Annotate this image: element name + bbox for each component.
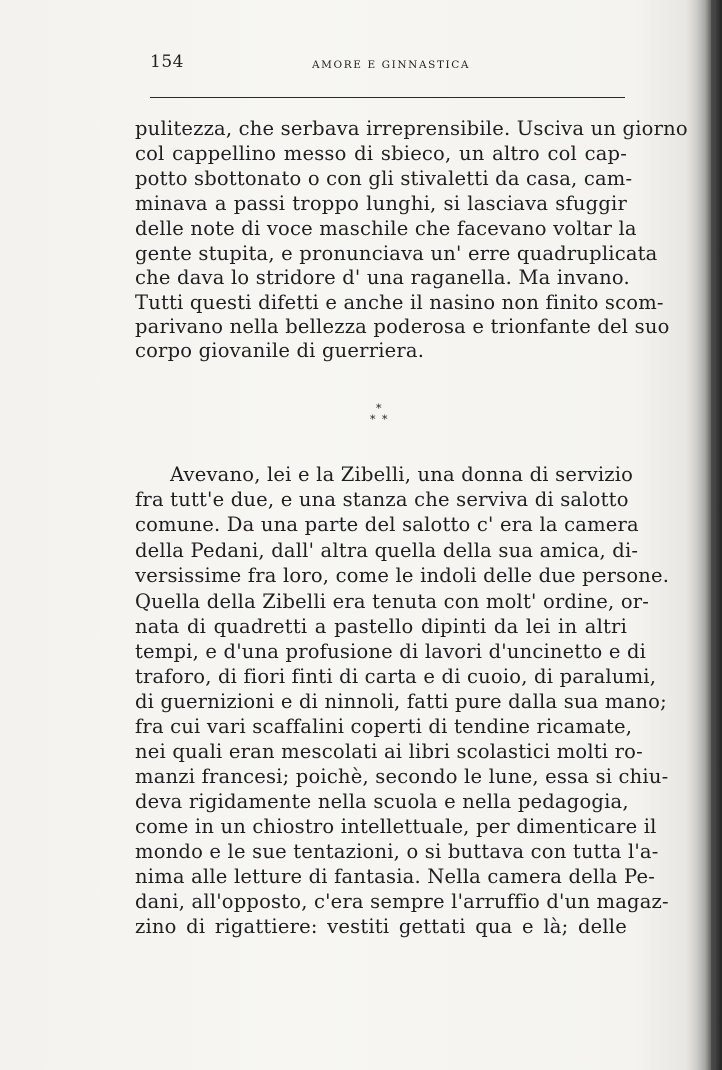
text-line: versissime fra loro, come le indoli delle due persone. xyxy=(135,564,670,587)
text-line: nata di quadretti a pastello dipinti da lei in altri xyxy=(135,615,627,638)
running-title: AMORE E GINNASTICA xyxy=(312,59,471,71)
text-line: deva rigidamente nella scuola e nella pedagogia, xyxy=(135,790,629,813)
text-line: tempi, e d'una profusione di lavori d'uncinetto e di xyxy=(135,640,647,663)
text-line: che dava lo stridore d' una raganella. Ma invano. xyxy=(135,266,630,289)
text-line: minava a passi troppo lunghi, si lasciava sfuggir xyxy=(135,192,627,215)
text-line: delle note di voce maschile che facevano voltar la xyxy=(135,217,637,240)
binding-edge xyxy=(711,0,714,1070)
page-number: 154 xyxy=(150,52,184,72)
asterisk-icon: * xyxy=(370,413,376,426)
text-line: comune. Da una parte del salotto c' era la camera xyxy=(135,513,639,536)
text-line: Avevano, lei e la Zibelli, una donna di servizio xyxy=(170,463,634,486)
text-line: parivano nella bellezza poderosa e trionfante del suo xyxy=(135,315,670,338)
text-line: fra tutt'e due, e una stanza che serviva di salotto xyxy=(135,488,629,511)
text-line: fra cui vari scaffalini coperti di tendine ricamate, xyxy=(135,715,633,738)
page-edge-shadow xyxy=(696,0,722,1070)
asterisk-icon: * xyxy=(376,402,382,415)
text-line: Quella della Zibelli era tenuta con molt' ordine, or- xyxy=(135,590,650,613)
text-line: manzi francesi; poichè, secondo le lune, essa si chiu- xyxy=(135,765,669,788)
asterisk-icon: * xyxy=(382,413,388,426)
text-line: nima alle letture di fantasia. Nella camera della Pe- xyxy=(135,865,655,888)
header-rule xyxy=(150,97,625,98)
text-line: traforo, di fiori finti di carta e di cuoio, di paralumi, xyxy=(135,665,657,688)
text-line: gente stupita, e pronunciava un' erre quadruplicata xyxy=(135,242,658,265)
text-line: col cappellino messo di sbieco, un altro col cap- xyxy=(135,142,627,165)
text-line: Tutti questi difetti e anche il nasino non finito scom- xyxy=(135,291,664,314)
text-line: della Pedani, dall' altra quella della sua amica, di- xyxy=(135,539,639,562)
section-break-asterism xyxy=(368,403,398,429)
text-line: nei quali eran mescolati ai libri scolastici molti ro- xyxy=(135,740,643,763)
text-line: zino di rigattiere: vestiti gettati qua e là; delle xyxy=(135,915,627,938)
page-header xyxy=(150,52,625,82)
text-line: corpo giovanile di guerriera. xyxy=(135,339,425,362)
text-line: dani, all'opposto, c'era sempre l'arruffio d'un magaz- xyxy=(135,890,669,913)
text-line: di guernizioni e di ninnoli, fatti pure dalla sua mano; xyxy=(135,690,667,713)
text-line: pulitezza, che serbava irreprensibile. Usciva un giorno xyxy=(135,117,688,140)
text-line: come in un chiostro intellettuale, per dimenticare il xyxy=(135,815,657,838)
text-line: mondo e le sue tentazioni, o si buttava con tutta l'a- xyxy=(135,840,659,863)
text-line: potto sbottonato o con gli stivaletti da casa, cam- xyxy=(135,167,633,190)
